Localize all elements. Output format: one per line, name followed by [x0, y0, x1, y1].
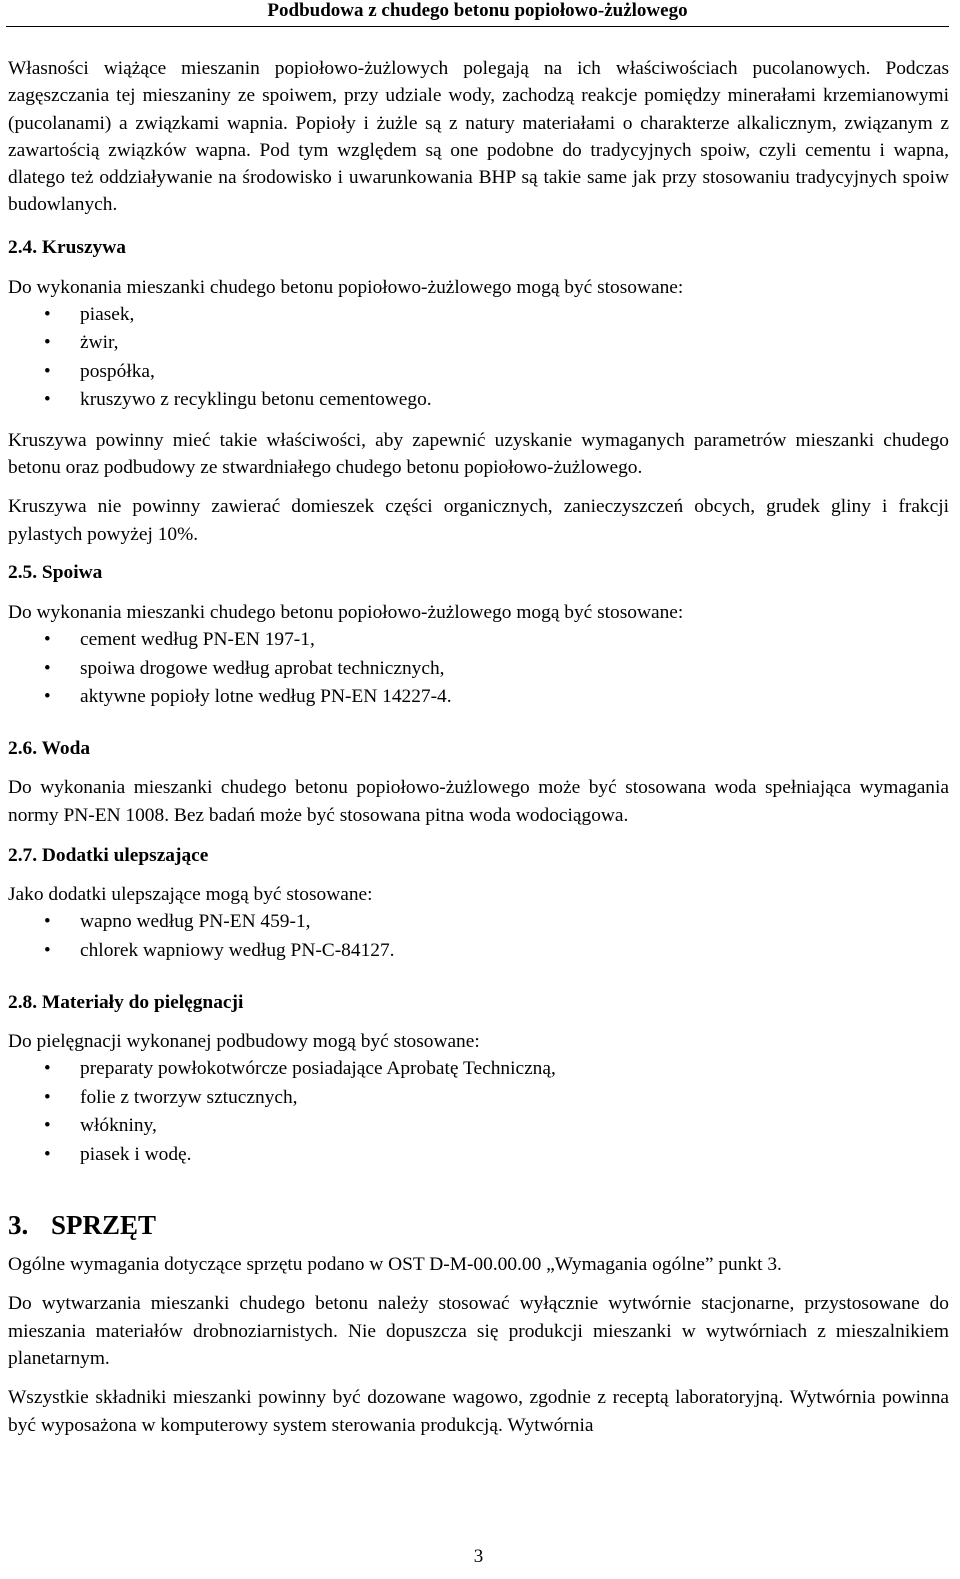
s28-lead: Do pielęgnacji wykonanej podbudowy mogą być stosowane:: [8, 1031, 480, 1053]
bullet-icon: •: [44, 657, 51, 679]
list-item: • chlorek wapniowy według PN-C-84127.: [8, 937, 949, 965]
bullet-icon: •: [44, 1058, 51, 1080]
bullet-icon: •: [44, 304, 51, 326]
bullet-icon: •: [44, 360, 51, 382]
section-heading-2-6: 2.6. Woda: [8, 738, 91, 760]
s24-paragraph-2: Kruszywa nie powinny zawierać domieszek części organicznych, zanieczyszczeń obcych, grudek gliny i frakcji pylastych powyżej 10%.: [8, 496, 949, 545]
s26-paragraph-1: Do wykonania mieszanki chudego betonu popiołowo-żużlowego może być stosowana woda spełniająca wymagania normy PN-EN 1008. Bez badań może być stosowana pitna woda wodociągowa.: [8, 777, 949, 826]
bullet-icon: •: [44, 939, 51, 961]
list-item: • włókniny,: [8, 1112, 949, 1140]
chapter-heading-3: [8, 1209, 949, 1241]
list-item: • kruszywo z recyklingu betonu cementowego.: [8, 386, 949, 414]
s25-lead: Do wykonania mieszanki chudego betonu popiołowo-żużlowego mogą być stosowane:: [8, 601, 684, 623]
list-item: • folie z tworzyw sztucznych,: [8, 1084, 949, 1112]
list-item: • aktywne popioły lotne według PN-EN 14227-4.: [8, 683, 949, 711]
bullet-icon: •: [44, 332, 51, 354]
s27-lead: Jako dodatki ulepszające mogą być stosowane:: [8, 884, 373, 905]
intro-paragraph: Własności wiążące mieszanin popiołowo-żużlowych polegają na ich właściwościach pucolanowych. Podczas zagęszczania tej mieszaniny ze spoiwem, przy udziale wody, zachodzą reakcje pomiędzy minerałami krzemianowymi (pucolanami) a związkami wapnia. Popioły i żużle są z natury materiałami o charakterze alkalicznym, związanym z zawartością związków wapna. Pod tym względem są one podobne do tradycyjnych spoiw, czyli cementu i wapna, dlatego też oddziaływanie na środowisko i uwarunkowania BHP są takie same jak przy stosowaniu tradycyjnych spoiw budowlanych.: [8, 58, 949, 216]
s28-list: [8, 1055, 949, 1169]
section-heading-2-8: 2.8. Materiały do pielęgnacji: [8, 992, 244, 1014]
bullet-icon: •: [44, 1115, 51, 1137]
list-item: • preparaty powłokotwórcze posiadające Aprobatę Techniczną,: [8, 1055, 949, 1083]
bullet-icon: •: [44, 629, 51, 651]
bullet-icon: •: [44, 1086, 51, 1108]
s3-paragraph-1: Ogólne wymagania dotyczące sprzętu podano w OST D-M-00.00.00 „Wymagania ogólne” punkt 3.: [8, 1254, 782, 1276]
list-item: • cement według PN-EN 197-1,: [8, 626, 949, 654]
s24-lead: Do wykonania mieszanki chudego betonu popiołowo-żużlowego mogą być stosowane:: [8, 276, 684, 298]
section-heading-2-7: 2.7. Dodatki ulepszające: [8, 845, 209, 866]
list-item: • spoiwa drogowe według aprobat technicznych,: [8, 655, 949, 683]
list-item: • żwir,: [8, 329, 949, 357]
bullet-icon: •: [44, 686, 51, 707]
chapter-title: SPRZĘT: [51, 1210, 157, 1241]
bullet-icon: •: [44, 911, 51, 933]
s24-paragraph-1: Kruszywa powinny mieć takie właściwości, aby zapewnić uzyskanie wymaganych parametrów mieszanki chudego betonu oraz podbudowy ze stwardniałego chudego betonu popiołowo-żużlowego.: [8, 429, 949, 478]
page-number: 3: [473, 1546, 484, 1567]
section-heading-2-5: 2.5. Spoiwa: [8, 561, 103, 583]
bullet-icon: •: [44, 389, 51, 411]
s3-paragraph-2: Do wytwarzania mieszanki chudego betonu należy stosować wyłącznie wytwórnie stacjonarne, przystosowane do mieszania materiałów drobnoziarnistych. Nie dopuszcza się produkcji mieszanki w wytwórniach z mieszalnikiem planetarnym.: [8, 1293, 949, 1369]
document-page: [8, 0, 949, 1567]
section-heading-2-4: 2.4. Kruszywa: [8, 236, 126, 258]
list-item: • piasek i wodę.: [8, 1141, 949, 1169]
list-item: • wapno według PN-EN 459-1,: [8, 908, 949, 936]
s3-paragraph-3: Wszystkie składniki mieszanki powinny być dozowane wagowo, zgodnie z receptą laboratoryjną. Wytwórnia powinna być wyposażona w komputerowy system sterowania produkcją. Wytwórnia: [8, 1387, 949, 1436]
running-header: Podbudowa z chudego betonu popiołowo-żużlowego: [6, 0, 949, 27]
list-item: • pospółka,: [8, 358, 949, 386]
list-item: • piasek,: [8, 301, 949, 329]
s27-list: [8, 908, 949, 965]
chapter-number: 3.: [8, 1210, 29, 1241]
s24-list: [8, 301, 949, 415]
bullet-icon: •: [44, 1143, 51, 1165]
s25-list: [8, 626, 949, 711]
